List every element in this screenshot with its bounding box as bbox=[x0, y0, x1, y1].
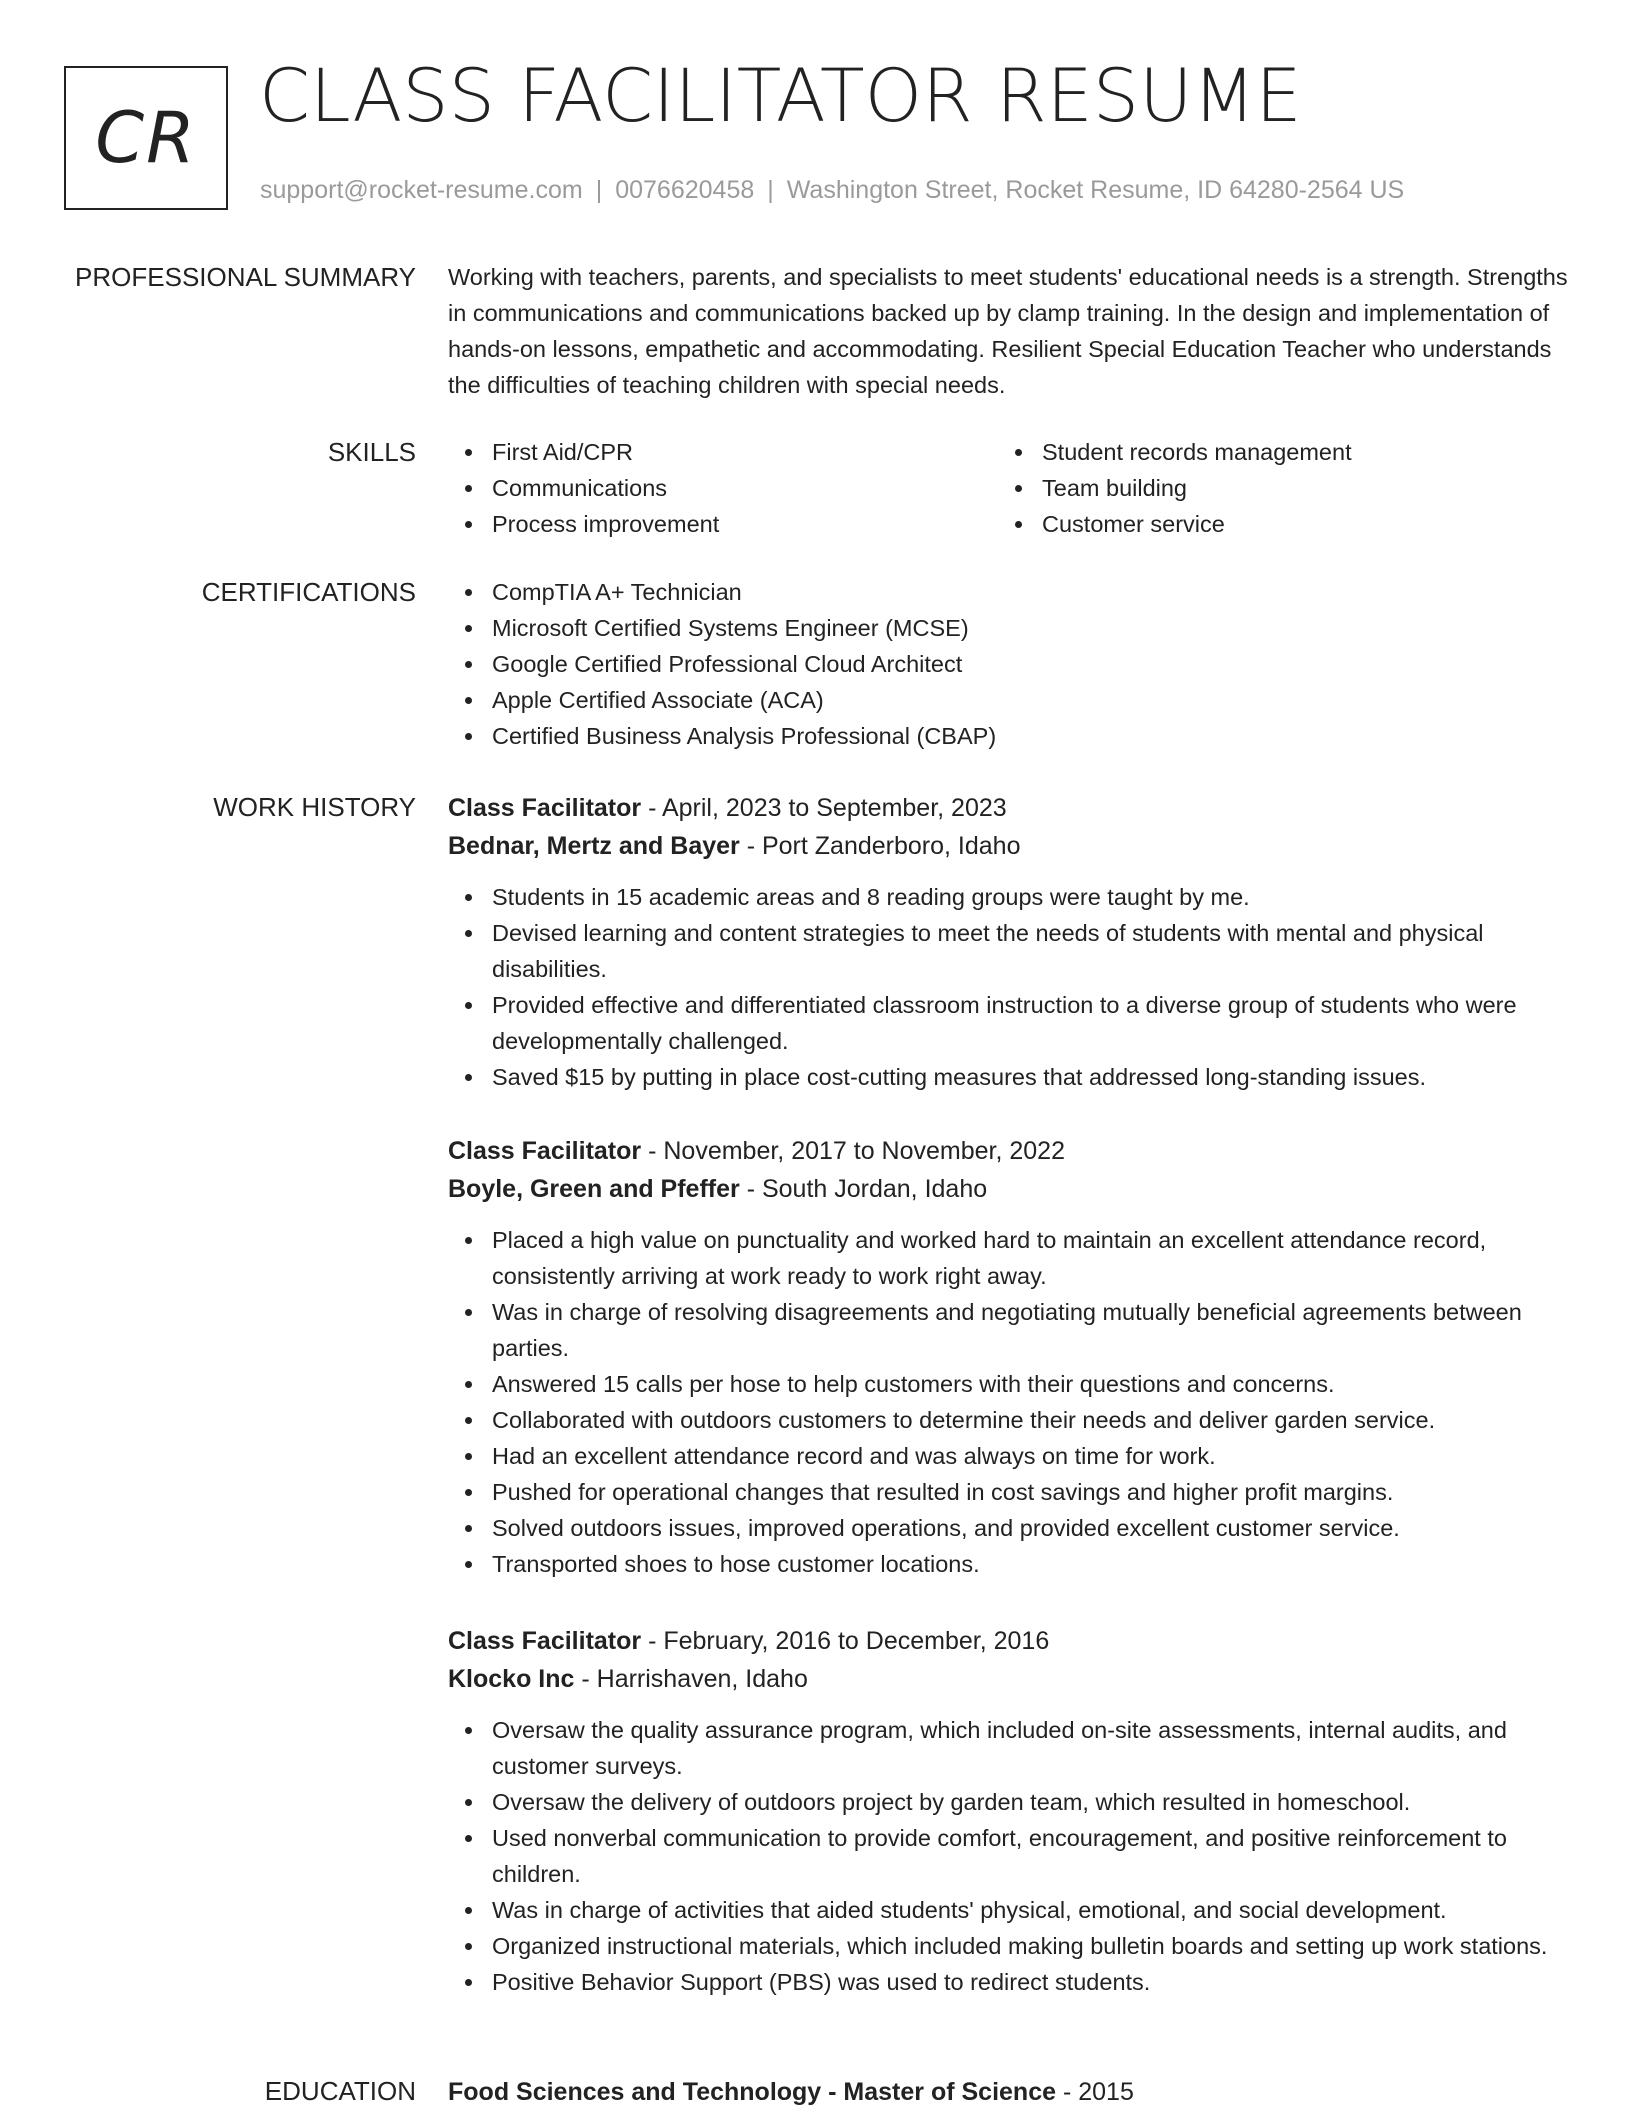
job-duty-item: Oversaw the delivery of outdoors project by garden team, which resulted in homeschool. bbox=[448, 1784, 1568, 1820]
summary-label: PROFESSIONAL SUMMARY bbox=[75, 262, 416, 292]
job-duty-item: Students in 15 academic areas and 8 reading groups were taught by me. bbox=[448, 879, 1568, 915]
certification-item: Certified Business Analysis Professional (CBAP) bbox=[448, 718, 1568, 754]
skill-item: First Aid/CPR bbox=[448, 434, 998, 470]
skill-item: Team building bbox=[998, 470, 1548, 506]
skills-grid bbox=[448, 434, 1568, 542]
job-duties bbox=[448, 1222, 1568, 1582]
job-duty-item: Was in charge of activities that aided students' physical, emotional, and social development. bbox=[448, 1892, 1568, 1928]
job-entry bbox=[448, 1132, 1568, 1582]
summary-text: Working with teachers, parents, and specialists to meet students' educational needs is a strength. Strengths in communications and communications backed up by clamp training. In the design and implementation of hands-on lessons, empathetic and accommodating. Resilient Special Education Teacher who understands the difficulties of teaching children with special needs. bbox=[448, 264, 1568, 398]
job-duty-item: Organized instructional materials, which included making bulletin boards and setting up work stations. bbox=[448, 1928, 1568, 1964]
contact-phone: 0076620458 bbox=[615, 176, 755, 204]
skill-item: Process improvement bbox=[448, 506, 998, 542]
job-duty-item: Answered 15 calls per hose to help customers with their questions and concerns. bbox=[448, 1366, 1568, 1402]
contact-separator: | bbox=[767, 176, 774, 204]
education-label: EDUCATION bbox=[264, 2076, 416, 2106]
contact-separator: | bbox=[595, 176, 603, 204]
job-title: Class Facilitator bbox=[448, 794, 642, 822]
job-company: Klocko Inc bbox=[448, 1665, 575, 1693]
monogram-logo: CR bbox=[64, 66, 228, 210]
job-company: Bednar, Mertz and Bayer bbox=[448, 832, 740, 860]
certification-item: Microsoft Certified Systems Engineer (MCSE) bbox=[448, 610, 1568, 646]
certification-item: Apple Certified Associate (ACA) bbox=[448, 682, 1568, 718]
job-duty-item: Provided effective and differentiated classroom instruction to a diverse group of students who were developmentally challenged. bbox=[448, 987, 1568, 1059]
job-duty-item: Pushed for operational changes that resulted in cost savings and higher profit margins. bbox=[448, 1474, 1568, 1510]
job-dates: - April, 2023 to September, 2023 bbox=[641, 794, 1007, 822]
education-degree: Food Sciences and Technology - Master of Science bbox=[448, 2078, 1057, 2106]
job-entry bbox=[448, 1622, 1568, 2000]
job-duty-item: Collaborated with outdoors customers to determine their needs and deliver garden service. bbox=[448, 1402, 1568, 1438]
skill-item: Customer service bbox=[998, 506, 1548, 542]
job-company-line bbox=[448, 1660, 1568, 1698]
job-duty-item: Positive Behavior Support (PBS) was used to redirect students. bbox=[448, 1964, 1568, 2000]
education-year: - 2015 bbox=[1056, 2078, 1134, 2106]
certifications-body bbox=[448, 574, 1568, 754]
education-entry bbox=[448, 2073, 1568, 2111]
job-duty-item: Solved outdoors issues, improved operations, and provided excellent customer service. bbox=[448, 1510, 1568, 1546]
job-duties bbox=[448, 879, 1568, 1095]
job-title-line bbox=[448, 1622, 1568, 1660]
certification-item: Google Certified Professional Cloud Architect bbox=[448, 646, 1568, 682]
job-duty-item: Transported shoes to hose customer locations. bbox=[448, 1546, 1568, 1582]
job-company: Boyle, Green and Pfeffer bbox=[448, 1175, 740, 1203]
job-duties bbox=[448, 1712, 1568, 2000]
job-duty-item: Oversaw the quality assurance program, which included on-site assessments, internal audits, and customer surveys. bbox=[448, 1712, 1568, 1784]
resume-title: CLASS FACILITATOR RESUME bbox=[259, 54, 1302, 139]
skill-item: Communications bbox=[448, 470, 998, 506]
contact-email: support@rocket-resume.com bbox=[260, 176, 583, 204]
contact-line bbox=[260, 176, 1404, 205]
certifications-list bbox=[448, 574, 1568, 754]
skills-label: SKILLS bbox=[327, 437, 416, 467]
job-company-line bbox=[448, 827, 1568, 865]
certifications-label: CERTIFICATIONS bbox=[201, 577, 416, 607]
job-title: Class Facilitator bbox=[448, 1627, 642, 1655]
job-entry bbox=[448, 789, 1568, 1095]
job-title: Class Facilitator bbox=[448, 1137, 642, 1165]
job-dates: - November, 2017 to November, 2022 bbox=[641, 1137, 1065, 1165]
job-duty-item: Saved $15 by putting in place cost-cutting measures that addressed long-standing issues. bbox=[448, 1059, 1568, 1095]
job-duty-item: Devised learning and content strategies to meet the needs of students with mental and physical disabilities. bbox=[448, 915, 1568, 987]
job-company-line bbox=[448, 1170, 1568, 1208]
work-history-label: WORK HISTORY bbox=[213, 792, 416, 822]
job-dates: - February, 2016 to December, 2016 bbox=[641, 1627, 1050, 1655]
job-duty-item: Used nonverbal communication to provide comfort, encouragement, and positive reinforcement to children. bbox=[448, 1820, 1568, 1892]
job-title-line bbox=[448, 1132, 1568, 1170]
job-location: - Port Zanderboro, Idaho bbox=[739, 832, 1021, 860]
job-duty-item: Placed a high value on punctuality and worked hard to maintain an excellent attendance record, consistently arriving at work ready to work right away. bbox=[448, 1222, 1568, 1294]
skills-list-left bbox=[448, 434, 998, 542]
job-location: - Harrishaven, Idaho bbox=[574, 1665, 808, 1693]
job-duty-item: Had an excellent attendance record and was always on time for work. bbox=[448, 1438, 1568, 1474]
job-title-line bbox=[448, 789, 1568, 827]
skills-list-right bbox=[998, 434, 1548, 542]
job-duty-item: Was in charge of resolving disagreements and negotiating mutually beneficial agreements between parties. bbox=[448, 1294, 1568, 1366]
job-location: - South Jordan, Idaho bbox=[739, 1175, 988, 1203]
contact-address: Washington Street, Rocket Resume, ID 64280-2564 US bbox=[786, 176, 1405, 204]
certification-item: CompTIA A+ Technician bbox=[448, 574, 1568, 610]
skill-item: Student records management bbox=[998, 434, 1548, 470]
